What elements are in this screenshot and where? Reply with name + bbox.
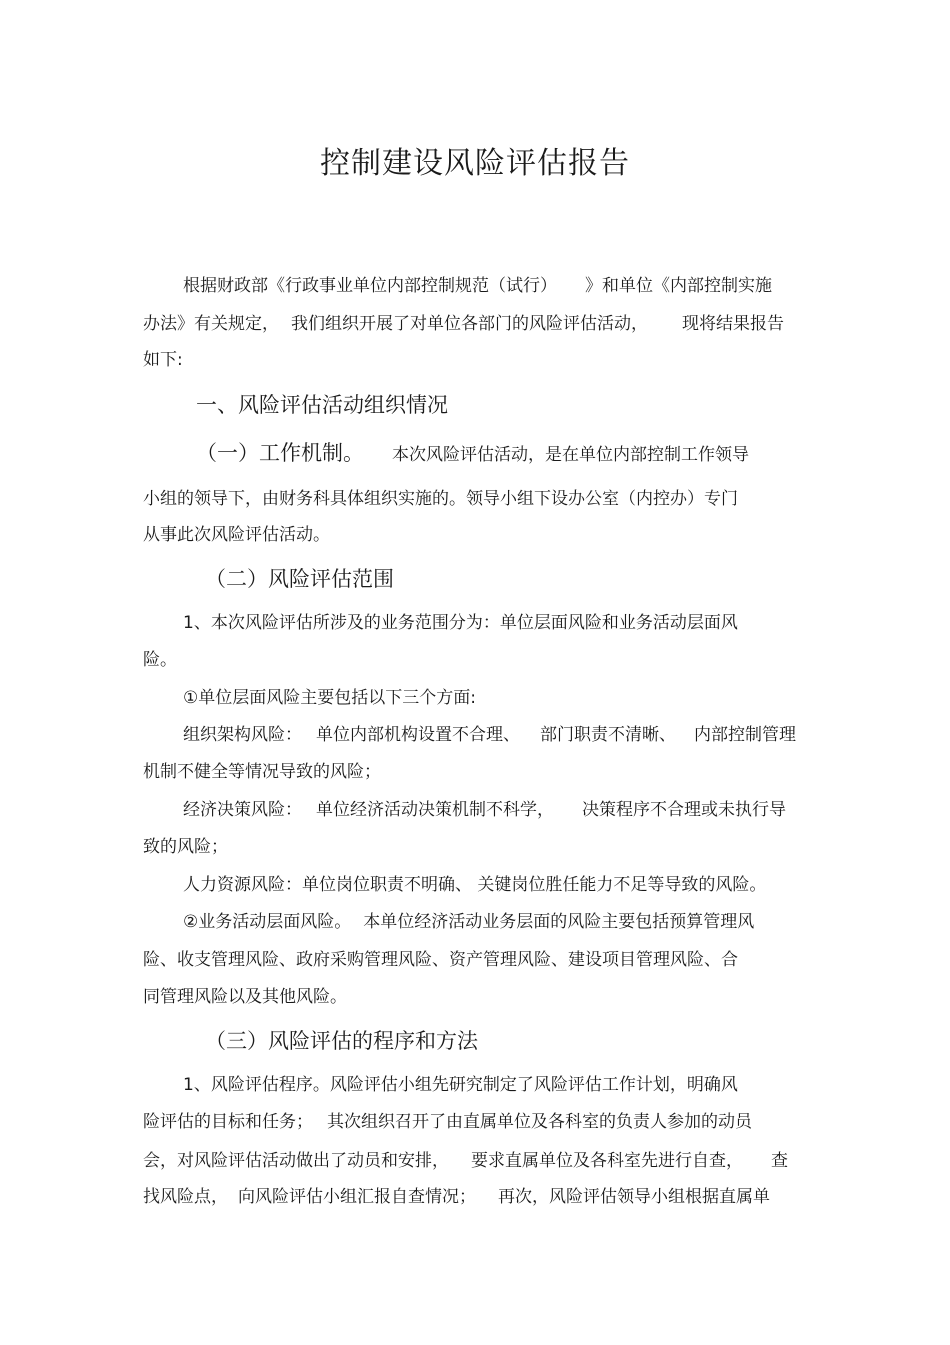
sub-1-text-1: 本次风险评估活动，是在单位内部控制工作领导 (392, 445, 749, 465)
sub-2-p3a (183, 722, 796, 748)
sub-2-p2: ①单位层面风险主要包括以下三个方面: (183, 688, 476, 708)
intro-line-2 (143, 311, 784, 337)
sub-2-p6a (183, 909, 754, 935)
intro-line-1 (183, 273, 772, 299)
sub-3-p1c (143, 1148, 788, 1174)
sub-2-p6a-2: 本单位经济活动业务层面的风险主要包括预算管理风 (363, 912, 755, 932)
sub-2-p1a: 1、本次风险评估所涉及的业务范围分为：单位层面风险和业务活动层面风 (183, 613, 738, 633)
sub-2-heading: （二）风险评估范围 (205, 567, 394, 591)
intro-line-3: 如下: (143, 350, 183, 370)
sub-2-p3a-3: 部门职责不清晰、 (540, 725, 676, 745)
sub-3-p1b-2: 其次组织召开了由直属单位及各科室的负责人参加的动员 (327, 1112, 752, 1132)
sub-2-p4a-3: 决策程序不合理或未执行导 (582, 800, 786, 820)
sub-2-p4a (183, 797, 786, 823)
sub-1-text-2: 小组的领导下，由财务科具体组织实施的。领导小组下设办公室（内控办）专门 (143, 489, 738, 509)
intro-line-2c: 现将结果报告 (682, 314, 784, 334)
sub-2-p4a-1: 经济决策风险： (183, 800, 302, 820)
intro-line-2a: 办法》有关规定， (143, 314, 279, 334)
sub-3-p1d-1: 找风险点， (143, 1187, 228, 1207)
sub-2-p4a-2: 单位经济活动决策机制不科学， (316, 800, 554, 820)
sub-3-p1d-2: 向风险评估小组汇报自查情况； (238, 1187, 476, 1207)
sub-3-p1b-1: 险评估的目标和任务； (143, 1112, 313, 1132)
intro-line-1b: 》和单位《内部控制实施 (585, 276, 772, 296)
sub-2-p3a-2: 单位内部机构设置不合理、 (316, 725, 520, 745)
sub-3-heading: （三）风险评估的程序和方法 (205, 1029, 478, 1053)
sub-2-p6a-1: ②业务活动层面风险。 (183, 912, 352, 932)
sub-2-p6b: 险、收支管理风险、政府采购管理风险、资产管理风险、建设项目管理风险、合 (143, 950, 738, 970)
sub-2-p6c: 同管理风险以及其他风险。 (143, 987, 347, 1007)
sub-2-p3b: 机制不健全等情况导致的风险； (143, 762, 381, 782)
sub-3-p1c-2: 要求直属单位及各科室先进行自查， (471, 1151, 743, 1171)
sub-2-p4b: 致的风险； (143, 837, 228, 857)
intro-line-1a: 根据财政部《行政事业单位内部控制规范（试行） (183, 276, 557, 296)
sub-3-p1a: 1、风险评估程序。风险评估小组先研究制定了风险评估工作计划，明确风 (183, 1075, 738, 1095)
document-title: 控制建设风险评估报告 (320, 146, 630, 181)
sub-2-p3a-1: 组织架构风险： (183, 725, 302, 745)
sub-3-p1d (143, 1184, 770, 1210)
sub-1-text-3: 从事此次风险评估活动。 (143, 525, 330, 545)
sub-3-p1c-1: 会，对风险评估活动做出了动员和安排， (143, 1151, 449, 1171)
sub-3-p1b (143, 1109, 752, 1135)
intro-line-2b: 我们组织开展了对单位各部门的风险评估活动， (291, 314, 648, 334)
sub-1-heading: （一）工作机制。 (196, 441, 364, 465)
sub-2-p3a-4: 内部控制管理 (694, 725, 796, 745)
sub-2-p1b: 险。 (143, 650, 177, 670)
sub-2-p5: 人力资源风险：单位岗位职责不明确、 关键岗位胜任能力不足等导致的风险。 (183, 875, 767, 895)
sub-1-line-1 (196, 440, 749, 468)
sub-3-p1d-3: 再次，风险评估领导小组根据直属单 (498, 1187, 770, 1207)
section-1-heading: 一、风险评估活动组织情况 (196, 393, 448, 417)
sub-3-p1c-3: 查 (771, 1151, 788, 1171)
